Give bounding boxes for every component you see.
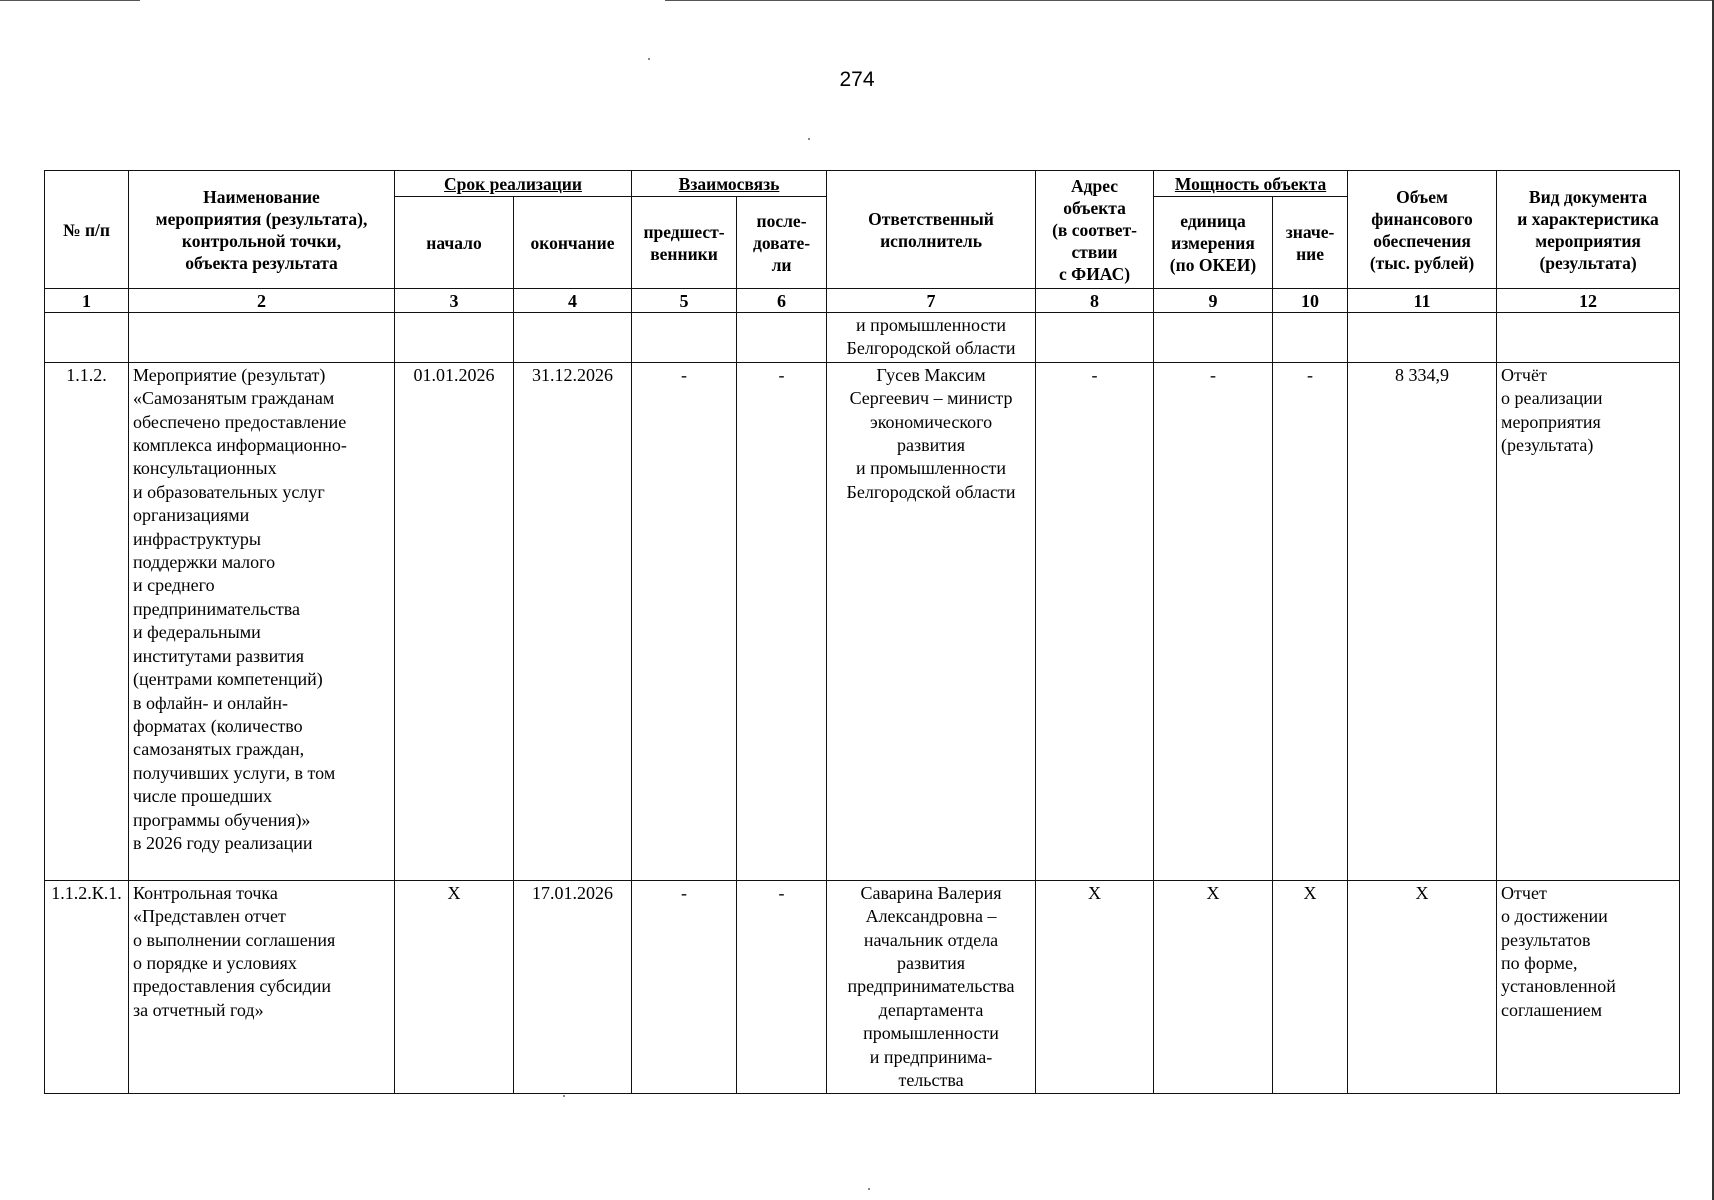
header-succ: после- довате- ли xyxy=(737,197,827,289)
column-number: 6 xyxy=(737,289,827,313)
row-unit: - xyxy=(1154,362,1273,880)
row-num: 1.1.2.К.1. xyxy=(45,880,129,1094)
row-start: Х xyxy=(395,880,514,1094)
row-volume: 8 334,9 xyxy=(1348,362,1497,880)
empty-cell xyxy=(1497,313,1680,363)
column-number: 2 xyxy=(129,289,395,313)
empty-cell xyxy=(632,313,737,363)
empty-cell xyxy=(1036,313,1154,363)
column-number: 11 xyxy=(1348,289,1497,313)
column-number: 3 xyxy=(395,289,514,313)
row-name: Мероприятие (результат) «Самозанятым гражданам обеспечено предоставление комплекса информационно- консультационных и образовательных услуг организациями инфраструктуры поддержки малого и среднего предпринимательства и федеральными институтами развития (центрами компетенций) в офлайн- и онлайн- форматах (количество самозанятых граждан, получивших услуги, в том числе прошедших программы обучения)» в 2026 году реализации xyxy=(129,362,395,880)
header-row xyxy=(45,171,1680,197)
top-border-rule xyxy=(665,0,1714,1)
column-number-row xyxy=(45,289,1680,313)
table-row xyxy=(45,880,1680,1094)
header-address: Адрес объекта (в соответ- ствии с ФИАС) xyxy=(1036,171,1154,289)
row-pred: - xyxy=(632,362,737,880)
row-start: 01.01.2026 xyxy=(395,362,514,880)
row-pred: - xyxy=(632,880,737,1094)
column-number: 1 xyxy=(45,289,129,313)
empty-cell xyxy=(1154,313,1273,363)
header-responsible: Ответственный исполнитель xyxy=(827,171,1036,289)
header-pred: предшест- венники xyxy=(632,197,737,289)
empty-cell xyxy=(514,313,632,363)
row-doc-type: Отчёт о реализации мероприятия (результата) xyxy=(1497,362,1680,880)
header-unit: единица измерения (по ОКЕИ) xyxy=(1154,197,1273,289)
empty-cell xyxy=(1348,313,1497,363)
empty-cell xyxy=(45,313,129,363)
header-link-group: Взаимосвязь xyxy=(632,171,827,197)
header-end: окончание xyxy=(514,197,632,289)
header-doc-type: Вид документа и характеристика мероприятия (результата) xyxy=(1497,171,1680,289)
column-number: 4 xyxy=(514,289,632,313)
empty-cell xyxy=(1273,313,1348,363)
scan-speck xyxy=(868,1188,870,1190)
header-capacity-group: Мощность объекта xyxy=(1154,171,1348,197)
header-name: Наименование мероприятия (результата), контрольной точки, объекта результата xyxy=(129,171,395,289)
row-num: 1.1.2. xyxy=(45,362,129,880)
column-number: 10 xyxy=(1273,289,1348,313)
header-num: № п/п xyxy=(45,171,129,289)
row-address: - xyxy=(1036,362,1154,880)
row-end: 17.01.2026 xyxy=(514,880,632,1094)
row-value: Х xyxy=(1273,880,1348,1094)
top-border-rule xyxy=(0,0,140,1)
row-address: Х xyxy=(1036,880,1154,1094)
row-name: Контрольная точка «Представлен отчет о выполнении соглашения о порядке и условиях предоставления субсидии за отчетный год» xyxy=(129,880,395,1094)
row-responsible: Саварина Валерия Александровна – начальник отдела развития предпринимательства департамента промышленности и предпринима- тельства xyxy=(827,880,1036,1094)
column-number: 7 xyxy=(827,289,1036,313)
header-value: значе- ние xyxy=(1273,197,1348,289)
header-volume: Объем финансового обеспечения (тыс. рублей) xyxy=(1348,171,1497,289)
row-succ: - xyxy=(737,362,827,880)
row-volume: Х xyxy=(1348,880,1497,1094)
column-number: 9 xyxy=(1154,289,1273,313)
row-doc-type: Отчет о достижении результатов по форме, установленной соглашением xyxy=(1497,880,1680,1094)
column-number: 5 xyxy=(632,289,737,313)
empty-cell xyxy=(395,313,514,363)
empty-cell xyxy=(737,313,827,363)
page-number: 274 xyxy=(839,68,875,91)
row-end: 31.12.2026 xyxy=(514,362,632,880)
row-unit: Х xyxy=(1154,880,1273,1094)
row-value: - xyxy=(1273,362,1348,880)
scan-speck xyxy=(648,58,650,60)
scan-speck xyxy=(808,138,810,140)
header-term-group: Срок реализации xyxy=(395,171,632,197)
header-start: начало xyxy=(395,197,514,289)
activities-table xyxy=(44,170,1680,1094)
continuation-responsible: и промышленности Белгородской области xyxy=(827,313,1036,363)
column-number: 12 xyxy=(1497,289,1680,313)
column-number: 8 xyxy=(1036,289,1154,313)
row-succ: - xyxy=(737,880,827,1094)
empty-cell xyxy=(129,313,395,363)
scan-speck xyxy=(563,1095,565,1097)
table-row xyxy=(45,362,1680,880)
continuation-row xyxy=(45,313,1680,363)
row-responsible: Гусев Максим Сергеевич – министр экономического развития и промышленности Белгородской области xyxy=(827,362,1036,880)
